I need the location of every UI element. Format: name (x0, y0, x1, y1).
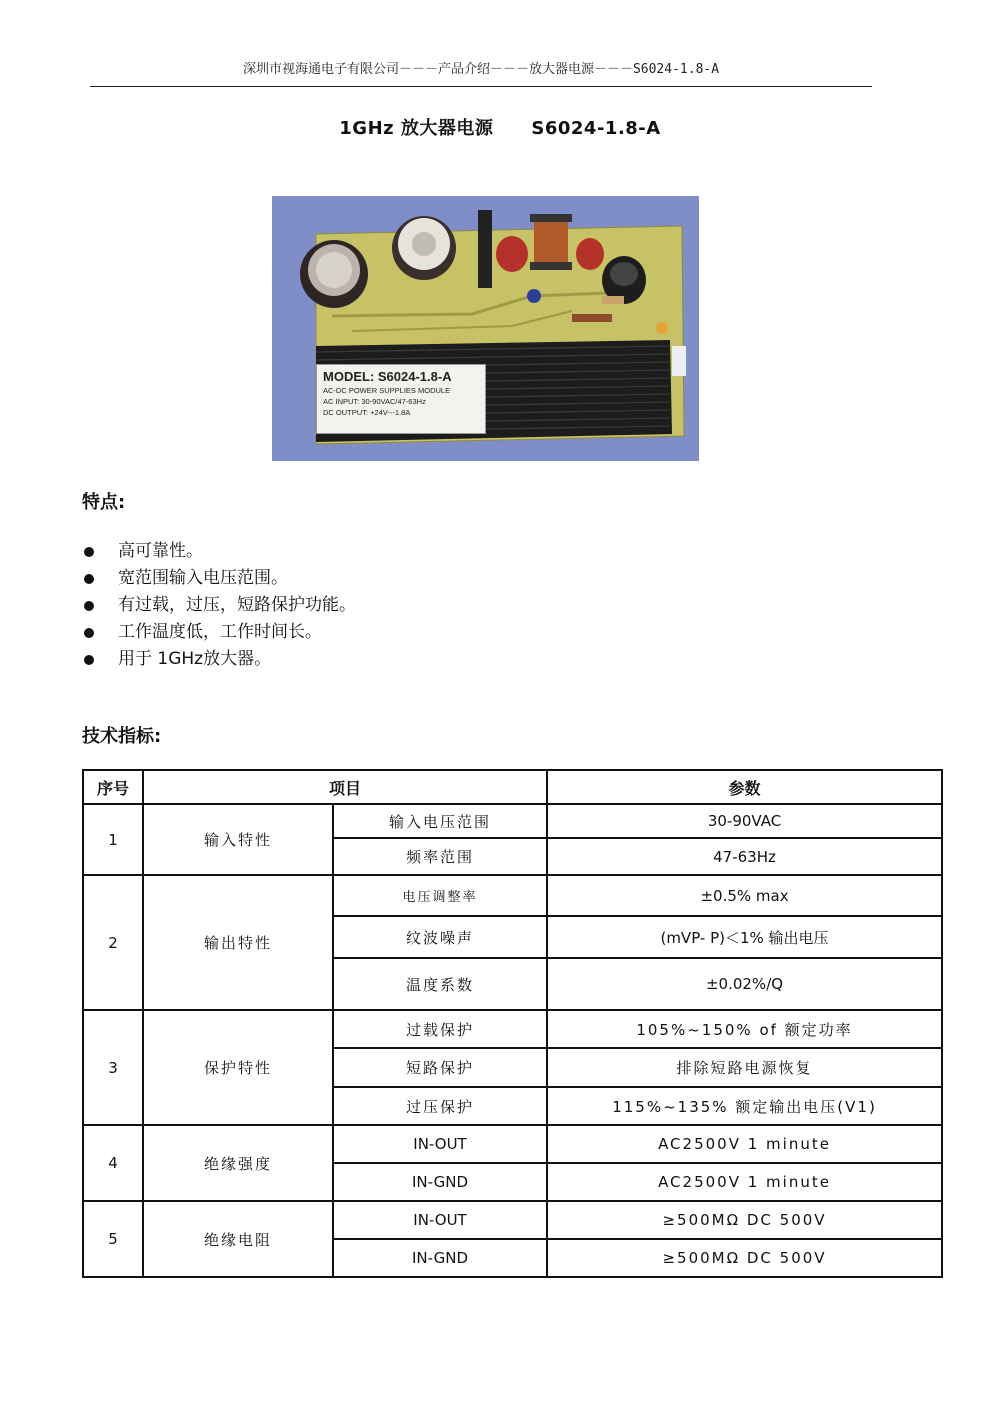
row-value: ±0.5% max (547, 875, 942, 916)
feature-item: 高可靠性。 (82, 538, 356, 565)
header-no: 序号 (83, 770, 143, 804)
label-line: DC OUTPUT: +24V---1.8A (323, 408, 411, 417)
table-row (83, 1201, 942, 1239)
row-no: 3 (83, 1010, 143, 1125)
features-list (82, 538, 356, 673)
row-value: AC2500V 1 minute (547, 1163, 942, 1201)
row-value: 30-90VAC (547, 804, 942, 838)
row-sub: 频率范围 (333, 838, 547, 875)
row-value: ≥500MΩ DC 500V (547, 1239, 942, 1277)
bullet-icon (84, 574, 94, 584)
row-sub: IN-OUT (333, 1125, 547, 1163)
feature-item: 有过载，过压，短路保护功能。 (82, 592, 356, 619)
row-value: (mVP- P)＜1% 输出电压 (547, 916, 942, 958)
table-row (83, 1010, 942, 1048)
row-sub: 输入电压范围 (333, 804, 547, 838)
row-no: 1 (83, 804, 143, 875)
label-line: AC-DC POWER SUPPLIES MODULE (323, 386, 451, 395)
bullet-icon (84, 628, 94, 638)
row-sub: IN-OUT (333, 1201, 547, 1239)
title-name: 1GHz 放大器电源 (339, 118, 494, 139)
page-header (90, 58, 872, 87)
row-sub: 短路保护 (333, 1048, 547, 1087)
bullet-icon (84, 547, 94, 557)
row-value: AC2500V 1 minute (547, 1125, 942, 1163)
product-photo (272, 196, 699, 461)
row-sub: 过载保护 (333, 1010, 547, 1048)
label-line: AC INPUT: 30-90VAC/47-63Hz (323, 397, 426, 406)
row-sub: IN-GND (333, 1239, 547, 1277)
row-value: 47-63Hz (547, 838, 942, 875)
header-item: 项目 (143, 770, 547, 804)
table-row (83, 1125, 942, 1163)
feature-item: 工作温度低，工作时间长。 (82, 619, 356, 646)
row-category: 输出特性 (143, 875, 333, 1010)
row-category: 绝缘强度 (143, 1125, 333, 1201)
row-sub: 温度系数 (333, 958, 547, 1010)
row-value: 105%~150% of 额定功率 (547, 1010, 942, 1048)
document-title (0, 114, 1000, 140)
feature-item: 用于 1GHz放大器。 (82, 646, 356, 673)
row-sub: 电压调整率 (333, 875, 547, 916)
row-value: ≥500MΩ DC 500V (547, 1201, 942, 1239)
row-value: ±0.02%/Q (547, 958, 942, 1010)
row-no: 5 (83, 1201, 143, 1277)
row-sub: IN-GND (333, 1163, 547, 1201)
row-category: 绝缘电阻 (143, 1201, 333, 1277)
label-model: MODEL: S6024-1.8-A (323, 369, 452, 384)
row-value: 115%~135% 额定输出电压(V1) (547, 1087, 942, 1125)
row-category: 输入特性 (143, 804, 333, 875)
bullet-icon (84, 601, 94, 611)
header-param: 参数 (547, 770, 942, 804)
specs-heading: 技术指标: (82, 726, 162, 747)
row-sub: 过压保护 (333, 1087, 547, 1125)
bullet-icon (84, 655, 94, 665)
table-header-row (83, 770, 942, 804)
feature-item: 宽范围输入电压范围。 (82, 565, 356, 592)
title-model: S6024-1.8-A (531, 118, 661, 139)
product-label-plate (316, 364, 486, 434)
spec-table (82, 769, 943, 1278)
row-value: 排除短路电源恢复 (547, 1048, 942, 1087)
table-row (83, 875, 942, 916)
header-text: 深圳市视海通电子有限公司－－－产品介绍－－－放大器电源－－－S6024-1.8-A (242, 62, 720, 77)
row-no: 4 (83, 1125, 143, 1201)
features-heading: 特点: (82, 492, 126, 513)
row-category: 保护特性 (143, 1010, 333, 1125)
row-sub: 纹波噪声 (333, 916, 547, 958)
table-row (83, 804, 942, 838)
row-no: 2 (83, 875, 143, 1010)
